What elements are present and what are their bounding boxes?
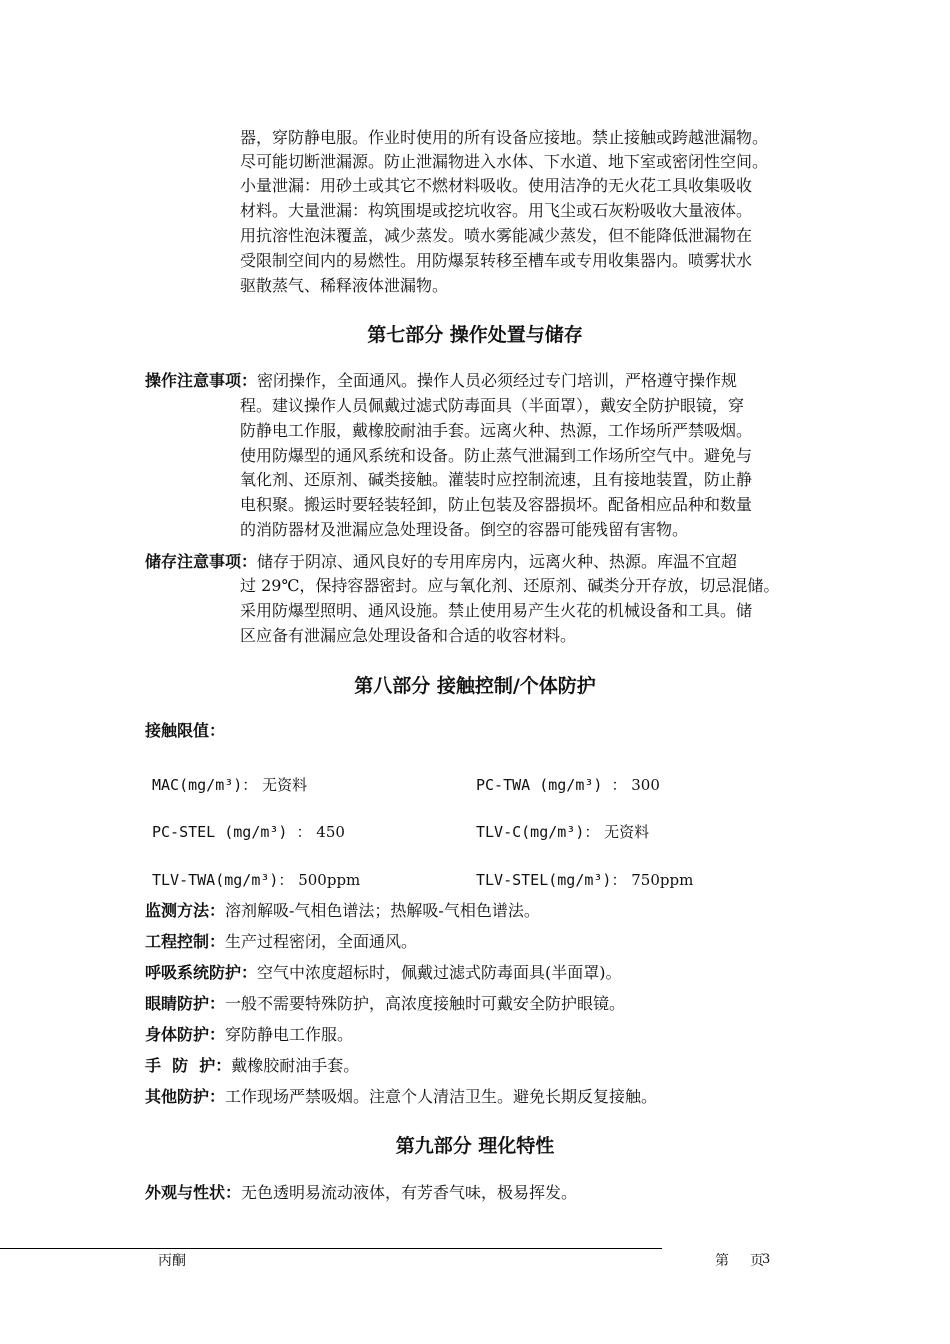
section7-title: 第七部分 操作处置与储存 bbox=[367, 324, 583, 346]
footer-page-suffix: 页 bbox=[750, 1253, 764, 1269]
handling-line: 氧化剂、还原剂、碱类接触。灌装时应控制流速，且有接地装置，防止静 bbox=[240, 470, 753, 489]
handling-line: 使用防爆型的通风系统和设备。防止蒸气泄漏到工作场所空气中。避免与 bbox=[240, 446, 753, 465]
exposure-limits-label: 接触限值： bbox=[145, 721, 226, 740]
leak-line: 用抗溶性泡沫覆盖，减少蒸发。喷水雾能减少蒸发，但不能降低泄漏物在 bbox=[240, 226, 753, 245]
storage-label: 储存注意事项： bbox=[145, 552, 258, 571]
limit-tlv-stel: TLV-STEL(mg/m³)： 750ppm bbox=[476, 871, 694, 889]
storage-line: 过 29℃，保持容器密封。应与氧化剂、还原剂、碱类分开存放，切忌混储。 bbox=[240, 576, 780, 595]
limit-pc-twa: PC-TWA (mg/m³) ： 300 bbox=[476, 776, 660, 794]
handling-line: 防静电工作服，戴橡胶耐油手套。远离火种、热源，工作场所严禁吸烟。 bbox=[240, 421, 753, 440]
handling-line: 密闭操作，全面通风。操作人员必须经过专门培训，严格遵守操作规 bbox=[257, 371, 738, 390]
hand-protection: 手 防 护：戴橡胶耐油手套。 bbox=[145, 1056, 360, 1075]
leak-line: 受限制空间内的易燃性。用防爆泵转移至槽车或专用收集器内。喷雾状水 bbox=[240, 251, 753, 270]
storage-line: 储存于阴凉、通风良好的专用库房内，远离火种、热源。库温不宜超 bbox=[257, 552, 738, 571]
limit-tlv-c: TLV-C(mg/m³)： 无资料 bbox=[476, 823, 650, 841]
section8-title: 第八部分 接触控制/个体防护 bbox=[354, 675, 596, 697]
limit-mac: MAC(mg/m³)： 无资料 bbox=[152, 776, 308, 794]
eye-protection: 眼睛防护：一般不需要特殊防护，高浓度接触时可戴安全防护眼镜。 bbox=[145, 994, 626, 1013]
leak-line: 小量泄漏：用砂土或其它不燃材料吸收。使用洁净的无火花工具收集吸收 bbox=[240, 176, 753, 195]
respiratory-protection: 呼吸系统防护：空气中浓度超标时，佩戴过滤式防毒面具(半面罩)。 bbox=[145, 963, 622, 982]
handling-label: 操作注意事项： bbox=[145, 371, 258, 390]
body-protection: 身体防护：穿防静电工作服。 bbox=[145, 1025, 354, 1044]
other-protection: 其他防护：工作现场严禁吸烟。注意个人清洁卫生。避免长期反复接触。 bbox=[145, 1087, 658, 1106]
footer-page-number: 3 bbox=[762, 1252, 771, 1267]
footer-page-prefix: 第 bbox=[715, 1253, 729, 1269]
storage-line: 区应备有泄漏应急处理设备和合适的收容材料。 bbox=[240, 626, 577, 645]
handling-line: 电积聚。搬运时要轻装轻卸，防止包装及容器损坏。配备相应品种和数量 bbox=[240, 495, 753, 514]
appearance: 外观与性状：无色透明易流动液体，有芳香气味，极易挥发。 bbox=[145, 1183, 578, 1202]
leak-line: 尽可能切断泄漏源。防止泄漏物进入水体、下水道、地下室或密闭性空间。 bbox=[240, 152, 769, 171]
handling-line: 的消防器材及泄漏应急处理设备。倒空的容器可能残留有害物。 bbox=[240, 520, 689, 539]
footer-rule bbox=[0, 1248, 662, 1249]
leak-line: 材料。大量泄漏：构筑围堤或挖坑收容。用飞尘或石灰粉吸收大量液体。 bbox=[240, 201, 753, 220]
limit-tlv-twa: TLV-TWA(mg/m³)： 500ppm bbox=[152, 871, 361, 889]
handling-line: 程。建议操作人员佩戴过滤式防毒面具（半面罩），戴安全防护眼镜，穿 bbox=[240, 396, 745, 415]
monitoring-method: 监测方法：溶剂解吸-气相色谱法；热解吸-气相色谱法。 bbox=[145, 901, 540, 920]
engineering-control: 工程控制：生产过程密闭，全面通风。 bbox=[145, 932, 418, 951]
storage-line: 采用防爆型照明、通风设施。禁止使用易产生火花的机械设备和工具。储 bbox=[240, 601, 753, 620]
section9-title: 第九部分 理化特性 bbox=[395, 1135, 555, 1157]
leak-line: 器，穿防静电服。作业时使用的所有设备应接地。禁止接触或跨越泄漏物。 bbox=[240, 128, 769, 147]
footer-doc-name: 丙酮 bbox=[158, 1253, 186, 1269]
limit-pc-stel: PC-STEL (mg/m³) ： 450 bbox=[152, 823, 345, 841]
leak-line: 驱散蒸气、稀释液体泄漏物。 bbox=[240, 276, 449, 295]
